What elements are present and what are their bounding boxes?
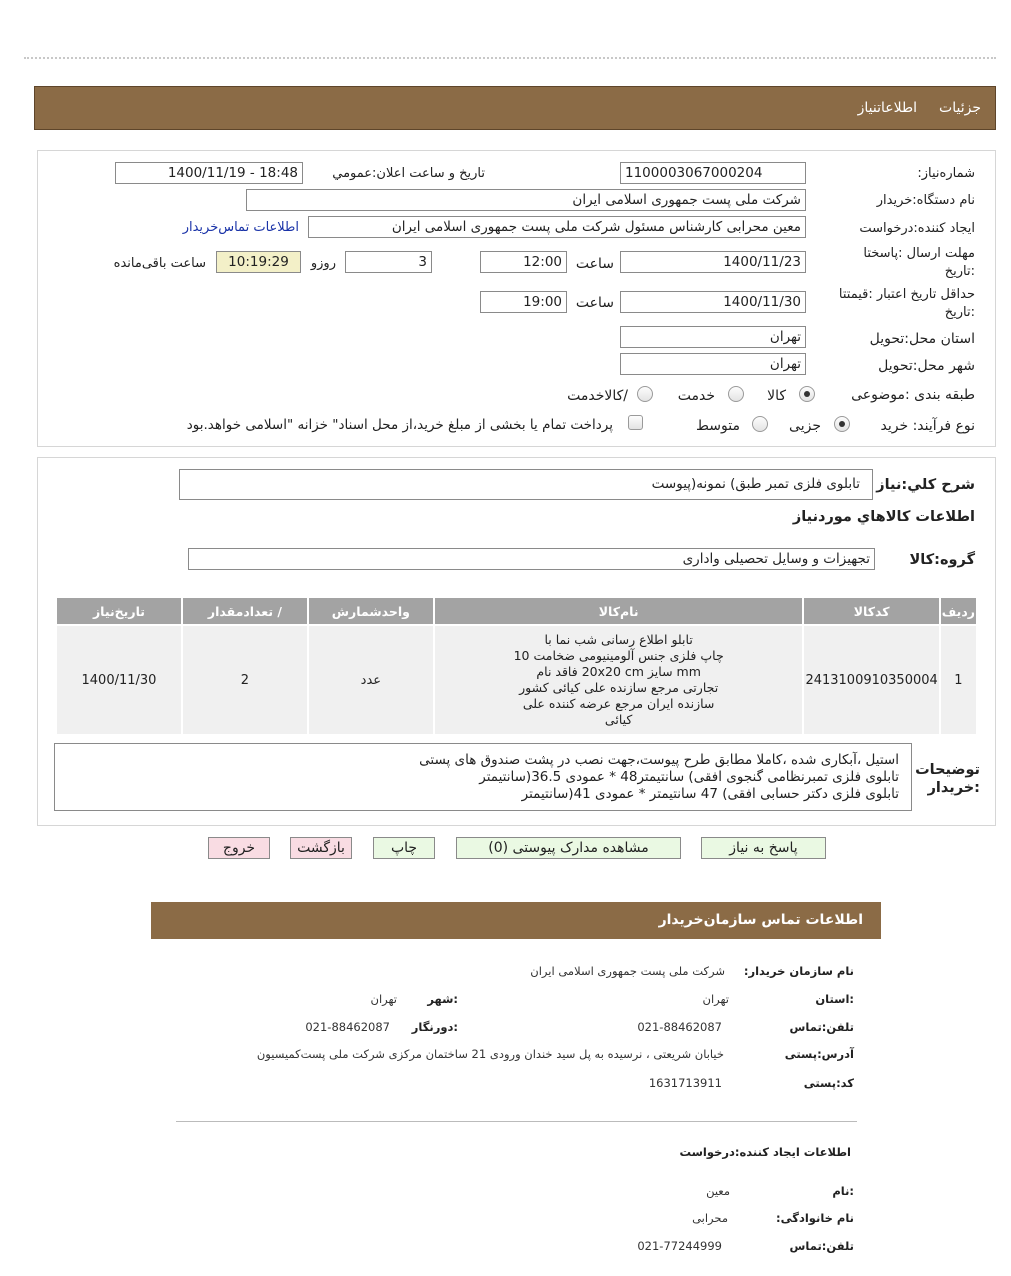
deadline-label-2: :تاریخ [944,264,975,279]
tab-need-info[interactable]: اطلاعاتنیاز [857,100,918,116]
category-label: طبقه بندی :موضوعی [851,387,975,403]
buyer-label: نام دستگاه:خریدار [876,193,975,208]
goods-group-field: تجهیزات و وسایل تحصیلی واداری [188,548,875,570]
creator-phone-value: 021-77244999 [637,1239,722,1253]
name-line: سازنده ایران مرجع عرضه کننده علی [522,696,715,711]
name-line: چاپ فلزی جنس آلومینیومی ضخامت 10 [513,648,724,663]
goods-info-heading: اطلاعات کالاهاي موردنیاز [792,509,975,525]
col-row: ردیف [941,598,976,624]
creator-field: معین محرابی کارشناس مسئول شرکت ملی پست جمهوری اسلامی ایران [308,216,806,238]
name-line: تابلو اطلاع رسانی شب نما با [544,632,693,647]
treasury-payment-note: پرداخت تمام یا بخشی از مبلغ خرید،از محل اسناد" خزانه "اسلامی خواهد.بود [186,417,613,433]
notes-line: تابلوی فلزی دکتر حسابی افقی) 47 سانتیمتر * عمودی 41(سانتیمتر [521,786,899,802]
remaining-time-field: 10:19:29 [216,251,301,273]
name-line: تجارتی مرجع سازنده علی کیائی کشور [519,680,719,695]
creator-first-name-label: :نام [832,1184,854,1198]
contact-province-label: :استان [815,992,854,1006]
reply-to-need-button[interactable]: پاسخ به نیاز [701,837,826,859]
top-divider [24,57,996,59]
name-line: کیائی [604,712,633,727]
buyer-field: شرکت ملی پست جمهوری اسلامی ایران [246,189,806,211]
contact-fax-value: 021-88462087 [305,1020,390,1034]
category-goods-service-label: /کالاخدمت [567,388,628,404]
need-description-label: شرح کلي:نیاز [876,477,975,493]
validity-time-field: 19:00 [480,291,567,313]
validity-label: حداقل تاریخ اعتبار :قیمتتا [838,287,975,302]
contact-phone-label: تلفن:تماس [789,1020,854,1034]
days-field: 3 [345,251,432,273]
buyer-contact-link[interactable]: اطلاعات تماس‌خریدار [182,220,299,235]
notes-line: استیل ،آبکاری شده ،کاملا مطابق طرح پیوست،جهت نصب در پشت صندوق های پستی [419,752,899,768]
contact-fax-label: :دورنگار [411,1020,458,1034]
validity-label-2: :تاریخ [944,305,975,320]
contact-city-value: تهران [370,992,397,1006]
contact-province-value: تهران [702,992,729,1006]
process-minor-radio[interactable] [834,416,850,432]
contact-postal-value: 1631713911 [648,1076,722,1090]
buyer-notes-box [54,743,912,811]
cell-date: 1400/11/30 [57,626,181,734]
org-name-label: نام سازمان خریدار: [743,964,854,978]
need-number-label: شماره‌نیاز: [917,166,975,181]
table-row [57,626,976,734]
category-service-radio[interactable] [728,386,744,402]
validity-date-field: 1400/11/30 [620,291,806,313]
cell-name [435,626,803,734]
deadline-date-field: 1400/11/23 [620,251,806,273]
cell-unit: عدد [309,626,433,734]
contact-section-header: اطلاعات تماس سازمان‌خریدار [151,902,881,939]
need-number-field: 1100003067000204 [620,162,806,184]
process-label: نوع فرآیند: خرید [880,418,975,434]
title-bar [34,86,996,130]
need-description-field: تابلوی فلزی تمبر طبق) نمونه(پیوست [179,469,873,500]
category-goods-label: کالا [767,388,786,404]
deadline-time-field: 12:00 [480,251,567,273]
cell-qty: 2 [183,626,307,734]
creator-first-name-value: معین [706,1184,730,1198]
cell-row: 1 [941,626,976,734]
creator-last-name-value: محرابی [692,1211,728,1225]
deadline-label: مهلت ارسال :پاسختا [863,246,975,261]
contact-divider [176,1121,857,1122]
contact-address-label: آدرس:پستی [784,1047,854,1061]
announce-label: تاریخ و ساعت اعلان:عمومي [332,166,485,181]
city-label: شهر محل:تحویل [878,358,975,374]
creator-phone-label: تلفن:تماس [789,1239,854,1253]
back-button[interactable]: بازگشت [290,837,352,859]
col-qty: / تعدادمقدار [183,598,307,624]
tab-details[interactable]: جزئیات [939,100,981,116]
creator-last-name-label: نام خانوادگی: [776,1211,854,1225]
goods-table [55,596,978,736]
deadline-hour-label: ساعت [575,256,614,272]
buyer-notes-label: توضیحات [915,762,980,778]
print-button[interactable]: چاپ [373,837,435,859]
category-goods-service-radio[interactable] [637,386,653,402]
contact-city-label: :شهر [427,992,458,1006]
process-medium-label: متوسط [696,418,740,434]
announce-field: 1400/11/19 - 18:48 [115,162,303,184]
province-label: استان محل:تحویل [869,331,975,347]
col-name: نام‌کالا [435,598,803,624]
province-field: تهران [620,326,806,348]
contact-postal-label: کد:پستی [803,1076,854,1090]
days-label: روزو [310,256,336,271]
view-attachments-button[interactable]: مشاهده مدارک پیوستی (0) [456,837,681,859]
col-date: تاریخ‌نیاز [57,598,181,624]
city-field: تهران [620,353,806,375]
remaining-time-label: ساعت باقی‌مانده [113,256,206,271]
creator-label: ایجاد کننده:درخواست [859,221,975,236]
col-unit: واحدشمارش [309,598,433,624]
exit-button[interactable]: خروج [208,837,270,859]
category-goods-radio[interactable] [799,386,815,402]
col-code: کدکالا [804,598,938,624]
goods-group-label: گروه:کالا [909,552,975,568]
process-medium-radio[interactable] [752,416,768,432]
table-header-row [57,598,976,624]
name-line: mm سایز 20x20 cm فاقد نام [536,664,701,679]
treasury-payment-checkbox[interactable] [628,415,643,430]
contact-phone-value: 021-88462087 [637,1020,722,1034]
org-name-value: شرکت ملی پست جمهوری اسلامی ایران [530,964,725,978]
notes-line: تابلوی فلزی تمبرنظامی گنجوی افقی) سانتیمتر48 * عمودی 36.5(سانتیمتر [479,769,899,785]
contact-address-value: خیابان شریعتی ، نرسیده به پل سید خندان ورودی 21 ساختمان مرکزی شرکت ملی پست‌کمیسیون [256,1047,724,1061]
buyer-notes-label-2: :خریدار [927,780,980,796]
process-minor-label: جزیی [789,418,821,434]
cell-code: 2413100910350004 [804,626,938,734]
validity-hour-label: ساعت [575,295,614,311]
creator-info-heading: اطلاعات ایجاد کننده:درخواست [679,1145,851,1159]
category-service-label: خدمت [677,388,715,404]
